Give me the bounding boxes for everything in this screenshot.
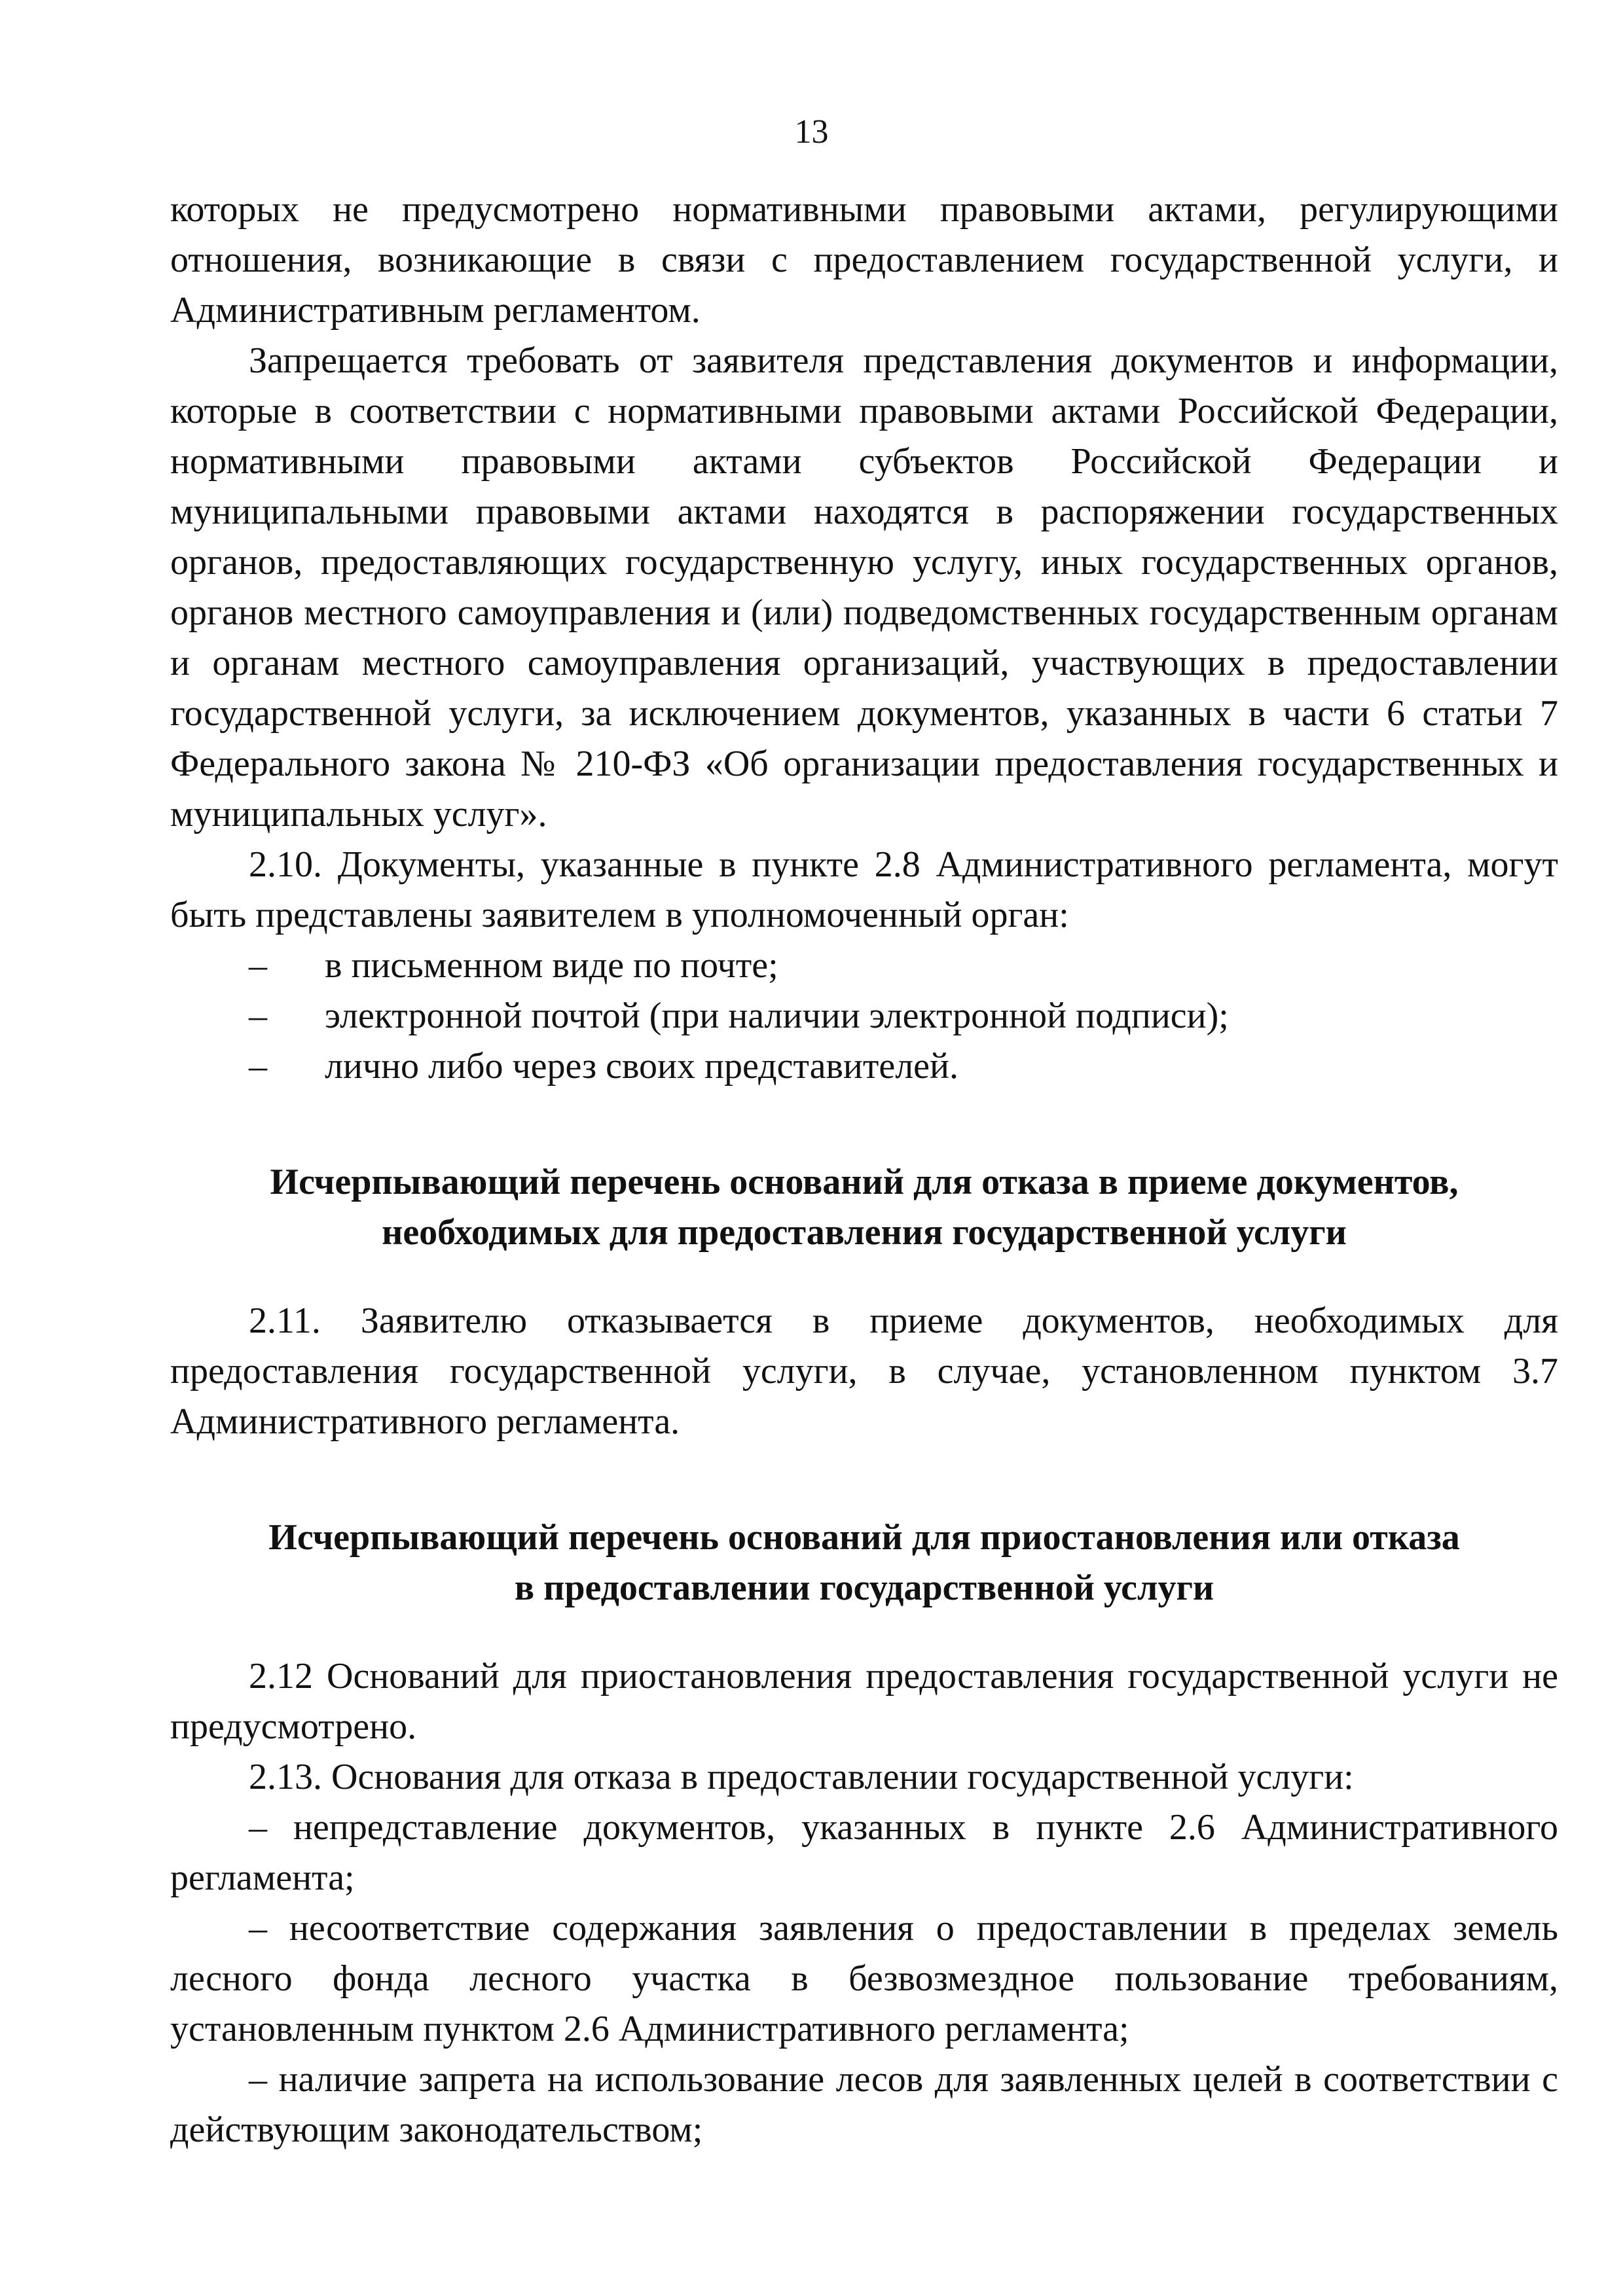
list-item-text: электронной почтой (при наличии электронной подписи); [325, 996, 1229, 1036]
section-heading-suspension-refusal: Исчерпывающий перечень оснований для приостановления или отказа [268, 1517, 1460, 1558]
paragraph-2-11: 2.11. Заявителю отказывается в приеме документов, необходимых для предоставления государственной услуги, в случае, установленном пунктом 3.7 Административного регламента. [170, 1300, 1558, 1442]
paragraph-2-10: 2.10. Документы, указанные в пункте 2.8 Административного регламента, могут быть представлены заявителем в уполномоченный орган: [170, 844, 1558, 935]
list-item: – непредставление документов, указанных в пункте 2.6 Административного регламента; [170, 1807, 1558, 1898]
document-body [170, 185, 1558, 2155]
list-item [170, 1041, 1558, 1092]
paragraph-prohibition: Запрещается требовать от заявителя представления документов и информации, которые в соответствии с нормативными правовыми актами Российской Федерации, нормативными правовыми актами субъектов Российской Федерации и муниципальными правовыми актами находятся в распоряжении государственных органов, предоставляющих государственную услугу, иных государственных органов, органов местного самоуправления и (или) подведомственных государственным органам и органам местного самоуправления организаций, участвующих в предоставлении государственной услуги, за исключением документов, указанных в части 6 статьи 7 Федерального закона № 210-ФЗ «Об организации предоставления государственных и муниципальных услуг». [170, 340, 1558, 834]
page-number: 13 [794, 113, 829, 151]
submission-methods-list [170, 941, 1558, 1092]
list-item: – наличие запрета на использование лесов для заявленных целей в соответствии с действующим законодательством; [170, 2059, 1558, 2150]
list-item: – несоответствие содержания заявления о предоставлении в пределах земель лесного фонда лесного участка в безвозмездное пользование требованиям, установленным пунктом 2.6 Административного регламента; [170, 1908, 1558, 2049]
paragraph-continuation: которых не предусмотрено нормативными правовыми актами, регулирующими отношения, возникающие в связи с предоставлением государственной услуги, и Административным регламентом. [170, 189, 1558, 331]
list-dash: – [249, 996, 267, 1036]
list-item-text: лично либо через своих представителей. [325, 1046, 958, 1086]
list-item [170, 991, 1558, 1041]
paragraph-2-12: 2.12 Оснований для приостановления предоставления государственной услуги не предусмотрено. [170, 1656, 1558, 1747]
section-heading-refusal-documents: Исчерпывающий перечень оснований для отказа в приеме документов, [270, 1162, 1459, 1202]
list-dash: – [249, 1046, 267, 1086]
paragraph-2-13: 2.13. Основания для отказа в предоставлении государственной услуги: [249, 1757, 1354, 1797]
list-item [170, 941, 1558, 991]
list-item-text: в письменном виде по почте; [325, 945, 778, 986]
list-dash: – [249, 945, 267, 986]
section-heading-refusal-documents-line2: необходимых для предоставления государственной услуги [382, 1212, 1347, 1253]
section-heading-suspension-refusal-line2: в предоставлении государственной услуги [514, 1568, 1214, 1608]
